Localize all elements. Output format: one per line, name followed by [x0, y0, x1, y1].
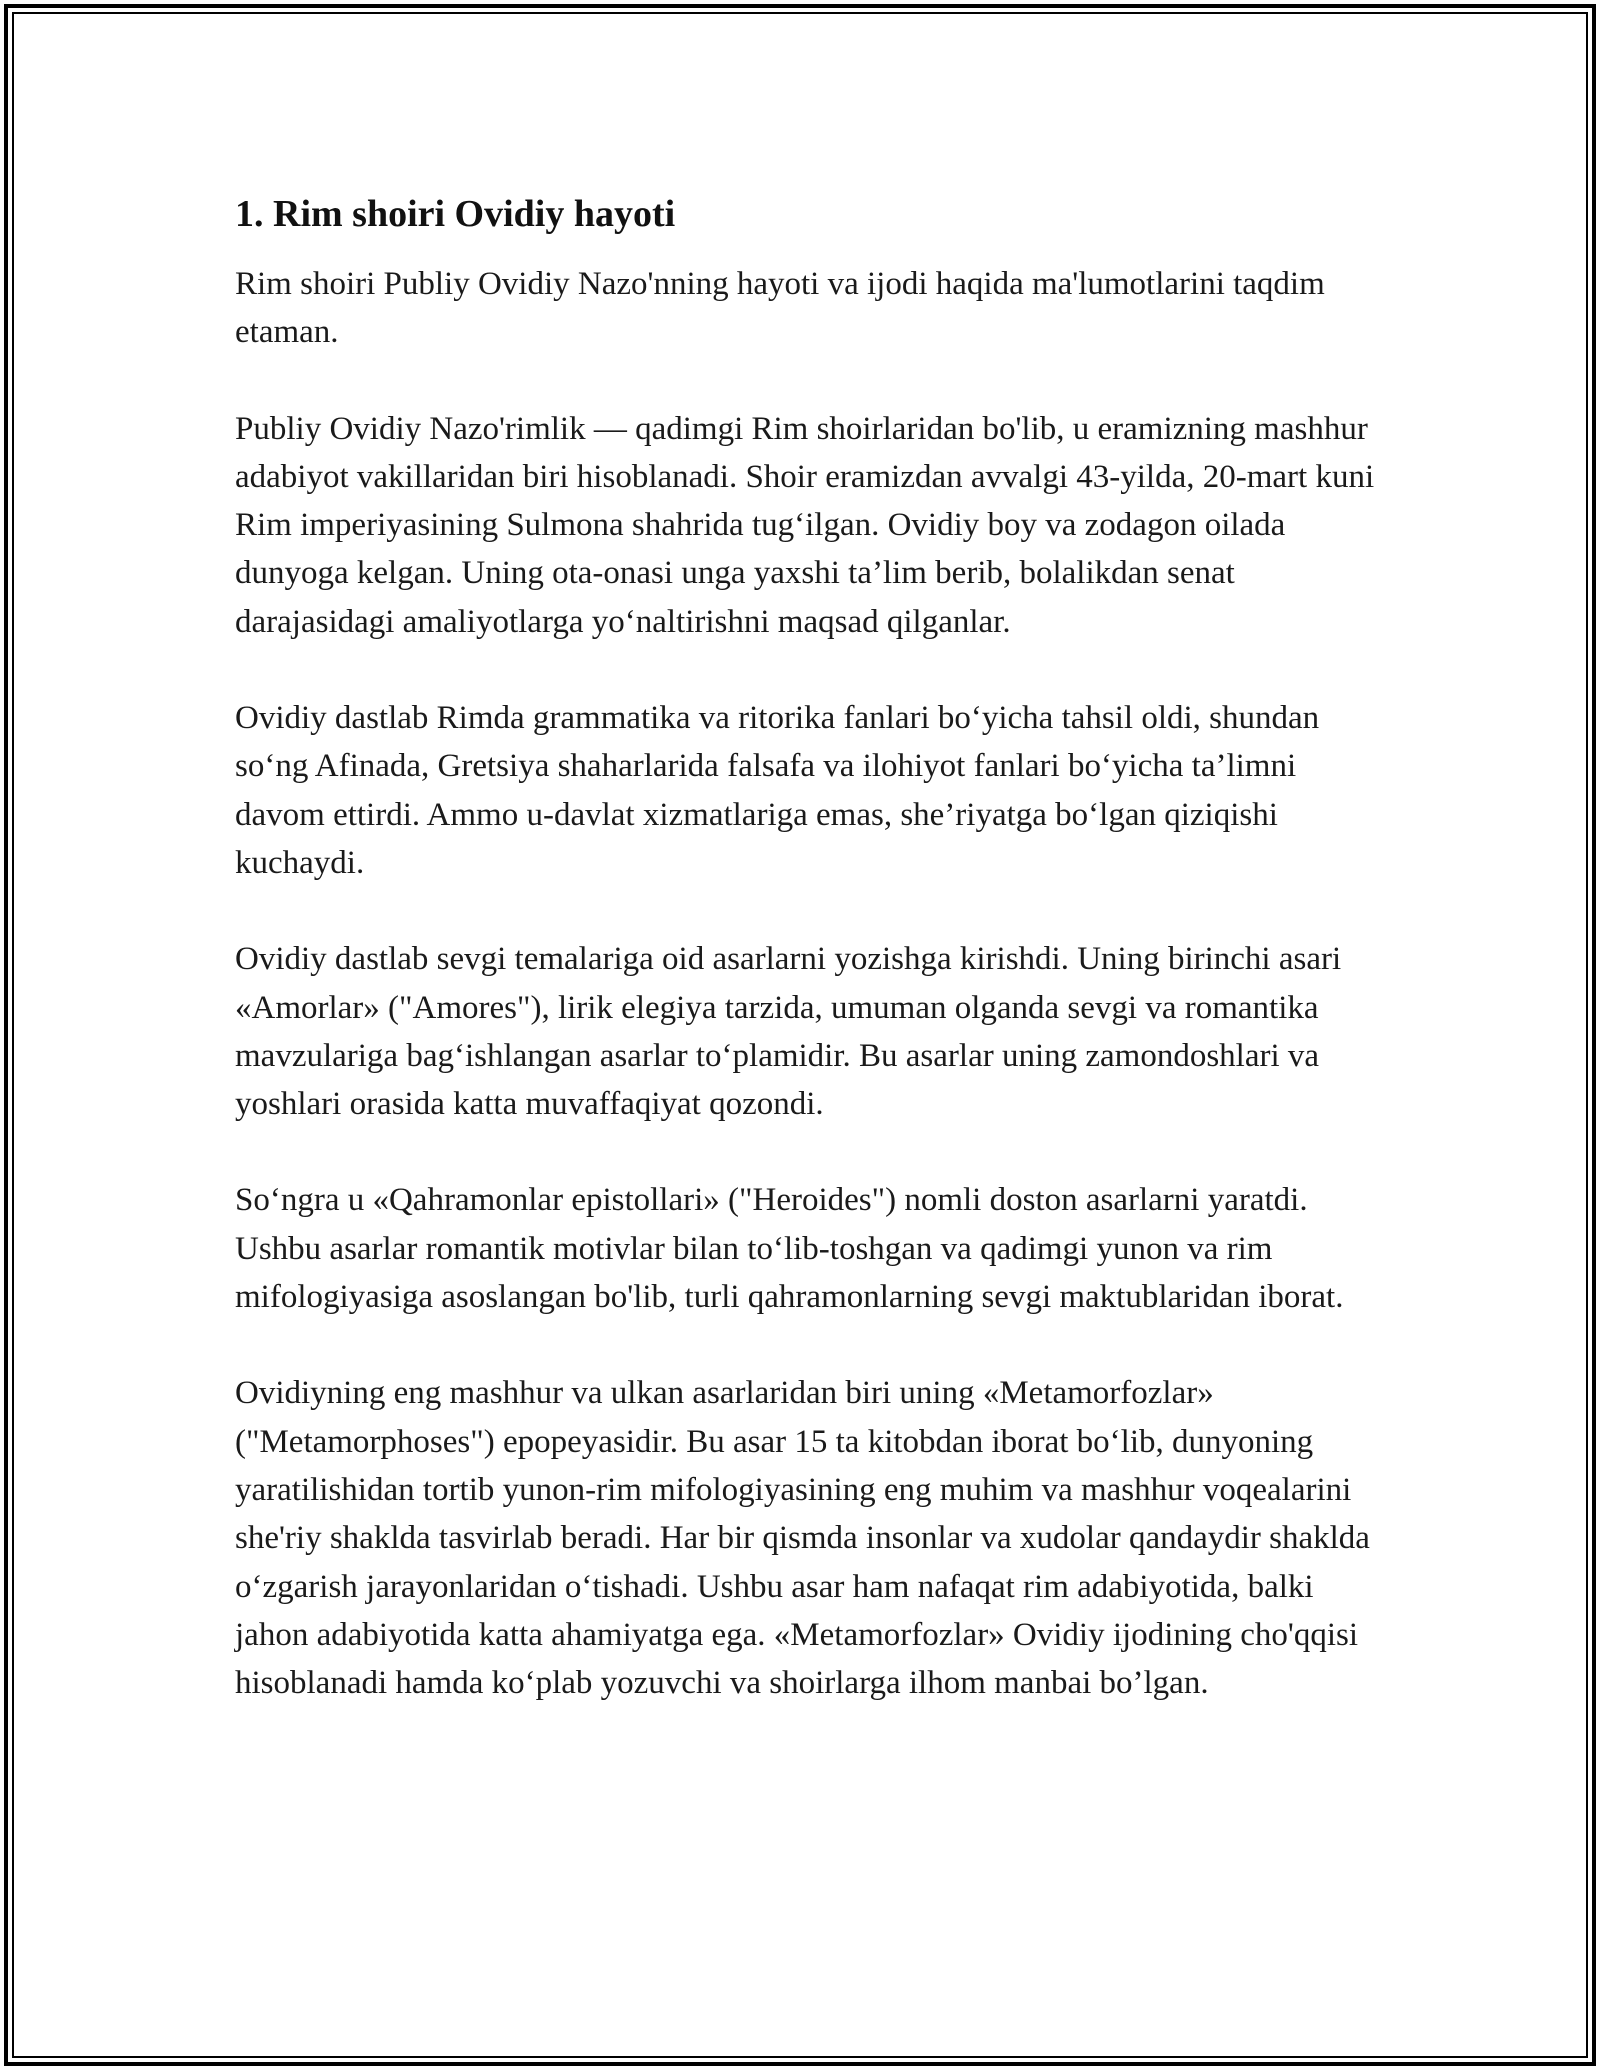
page-title: 1. Rim shoiri Ovidiy hayoti [235, 193, 676, 235]
paragraph-heroides: So‘ngra u «Qahramonlar epistollari» ("Heroides") nomli doston asarlarni yaratdi. Ushbu asarlar romantik motivlar bilan to‘lib-toshgan va qadimgi yunon va rim mifologiyasiga asoslangan bo'lib, turli qahramonlarning sevgi maktublaridan iborat. [235, 1182, 1344, 1316]
paragraph-amores: Ovidiy dastlab sevgi temalariga oid asarlarni yozishga kirishdi. Uning birinchi asari «Amorlar» ("Amores"), lirik elegiya tarzida, umuman olganda sevgi va romantika mavzulariga bag‘ishlangan asarlar to‘plamidir. Bu asarlar uning zamondoshlari va yoshlari orasida katta muvaffaqiyat qozondi. [235, 941, 1342, 1123]
paragraph-intro: Rim shoiri Publiy Ovidiy Nazo'nning hayoti va ijodi haqida ma'lumotlarini taqdim etaman. [235, 266, 1325, 351]
document-body [235, 190, 1375, 1755]
paragraph-biography: Publiy Ovidiy Nazo'rimlik — qadimgi Rim shoirlaridan bo'lib, u eramizning mashhur adabiyot vakillaridan biri hisoblanadi. Shoir eramizdan avvalgi 43-yilda, 20-mart kuni Rim imperiyasining Sulmona shahrida tug‘ilgan. Ovidiy boy va zodagon oilada dunyoga kelgan. Uning ota-onasi unga yaxshi ta’lim berib, bolalikdan senat darajasidagi amaliyotlarga yo‘naltirishni maqsad qilganlar. [235, 410, 1375, 640]
paragraph-metamorphoses: Ovidiyning eng mashhur va ulkan asarlaridan biri uning «Metamorfozlar» ("Metamorphoses") epopeyasidir. Bu asar 15 ta kitobdan iborat bo‘lib, dunyoning yaratilishidan tortib yunon-rim mifologiyasining eng muhim va mashhur voqealarini she'riy shaklda tasvirlab beradi. Har bir qismda insonlar va xudolar qandaydir shaklda o‘zgarish jarayonlaridan o‘tishadi. Ushbu asar ham nafaqat rim adabiyotida, balki jahon adabiyotida katta ahamiyatga ega. «Metamorfozlar» Ovidiy ijodining cho'qqisi hisoblanadi hamda ko‘plab yozuvchi va shoirlarga ilhom manbai bo’lgan. [235, 1375, 1370, 1702]
paragraph-education: Ovidiy dastlab Rimda grammatika va ritorika fanlari bo‘yicha tahsil oldi, shundan so‘ng Afinada, Gretsiya shaharlarida falsafa va ilohiyot fanlari bo‘yicha ta’limni davom ettirdi. Ammo u-davlat xizmatlariga emas, she’riyatga bo‘lgan qiziqishi kuchaydi. [235, 700, 1320, 881]
